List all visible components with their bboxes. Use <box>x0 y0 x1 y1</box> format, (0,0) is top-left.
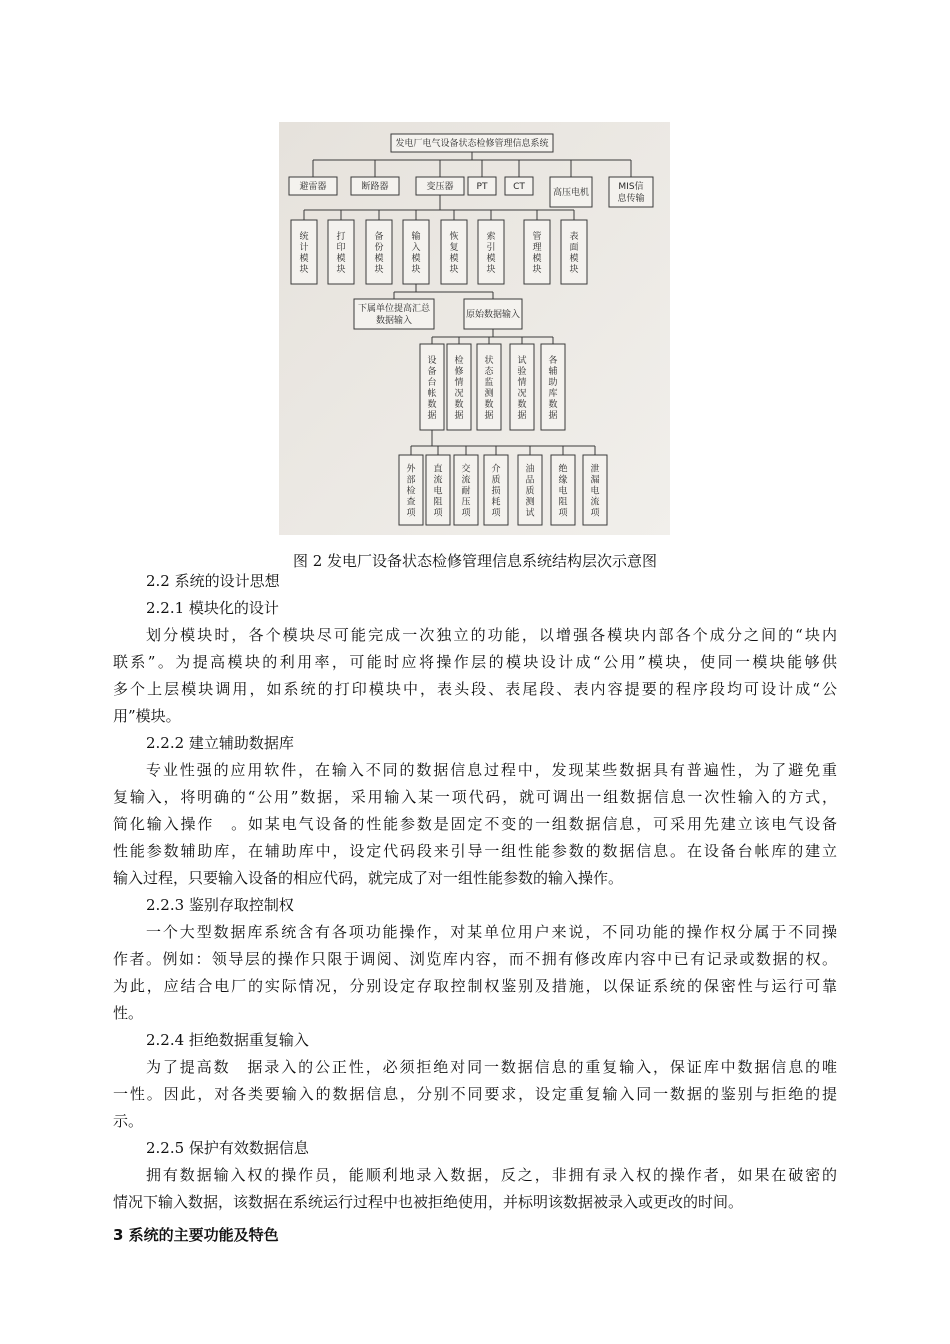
diagram-box-label: 印 <box>336 242 346 253</box>
diagram-box-label: 统 <box>299 231 309 242</box>
diagram-box-label: 项 <box>558 508 568 519</box>
diagram-box-label: 台 <box>427 377 437 388</box>
paragraph-line: 多个上层模块调用，如系统的打印模块中，表头段、表尾段、表内容提要的程序段均可设计成“公 <box>113 680 837 698</box>
diagram-box-label: 模 <box>532 253 542 264</box>
diagram-box-label: 块 <box>374 264 384 275</box>
diagram-box-label: 数据输入 <box>375 316 413 326</box>
heading-2-2-1: 2.2.1 模块化的设计 <box>146 599 279 617</box>
paragraph-line: 示。 <box>113 1112 144 1130</box>
diagram-box-label: 助 <box>548 377 558 388</box>
heading-2-2-4: 2.2.4 拒绝数据重复输入 <box>146 1031 309 1049</box>
diagram-box-label: 耗 <box>491 497 501 508</box>
diagram-box-label: 份 <box>374 242 384 253</box>
diagram-box-label: 据 <box>484 410 494 421</box>
diagram-box-label: 交 <box>461 464 471 475</box>
diagram-box-label: 据 <box>548 410 558 421</box>
heading-2-2-3: 2.2.3 鉴别存取控制权 <box>146 896 294 914</box>
paragraph-line: 联系”。为提高模块的利用率，可能时应将操作层的模块设计成“公用”模块，使同一模块能够供 <box>113 653 837 671</box>
paragraph-modular-design <box>113 622 837 730</box>
diagram-box-label: 面 <box>569 242 579 253</box>
diagram-box-label: 质 <box>491 475 501 486</box>
diagram-level1-box <box>289 177 337 195</box>
paragraph-line: 性能参数辅助库，在辅助库中，设定代码段来引导一组性能参数的数据信息。在设备台帐库的建立 <box>113 842 837 860</box>
diagram-box-label: 电 <box>558 486 568 497</box>
diagram-box-label: 阻 <box>558 497 568 508</box>
diagram-box-label: 据 <box>517 410 527 421</box>
diagram-box-label: 数 <box>427 399 437 410</box>
diagram-box-label: 项 <box>433 508 443 519</box>
diagram-box-label: 块 <box>532 264 542 275</box>
diagram-box-label: 入 <box>411 242 421 253</box>
diagram-box-label: 理 <box>532 242 542 253</box>
diagram-box-label: 下属单位提高汇总 <box>357 304 431 314</box>
heading-2-2-5: 2.2.5 保护有效数据信息 <box>146 1139 309 1157</box>
paragraph-line: 一性。因此，对各类要输入的数据信息，分别不同要求，设定重复输入同一数据的鉴别与拒绝的提 <box>113 1085 837 1103</box>
diagram-level1-box <box>550 177 592 207</box>
diagram-box-label: 检 <box>406 486 416 497</box>
diagram-box-label: 流 <box>461 475 471 486</box>
diagram-box-label: 项 <box>590 508 600 519</box>
diagram-box-label: 管 <box>532 231 542 242</box>
paragraph-line: 情况下输入数据，该数据在系统运行过程中也被拒绝使用，并标明该数据被录入或更改的时间。 <box>113 1193 744 1211</box>
body-text <box>113 568 837 1249</box>
diagram-level5-box <box>426 455 450 525</box>
diagram-level5-box <box>518 455 542 525</box>
diagram-box-label: 数 <box>548 399 558 410</box>
structure-diagram-figure <box>279 122 670 535</box>
diagram-box-label: 库 <box>548 388 558 399</box>
paragraph-line: 简化输入操作 。如某电气设备的性能参数是固定不变的一组数据信息，可采用先建立该电气设备 <box>113 815 837 833</box>
diagram-box-label: 发电厂电气设备状态检修管理信息系统 <box>395 139 549 149</box>
diagram-box-label: 阻 <box>433 497 443 508</box>
heading-2-2-2: 2.2.2 建立辅助数据库 <box>146 734 294 752</box>
diagram-box-label: 辅 <box>548 366 558 377</box>
diagram-box-label: 模 <box>449 253 459 264</box>
diagram-box-label: 泄 <box>590 464 600 475</box>
diagram-box-label: 息传输 <box>617 194 645 204</box>
diagram-box-label: 检 <box>454 355 464 366</box>
diagram-level1-box <box>468 177 496 195</box>
heading-2-2: 2.2 系统的设计思想 <box>146 572 280 590</box>
diagram-box-label: 况 <box>454 388 464 399</box>
diagram-box-label: 打 <box>336 231 346 242</box>
diagram-box-label: 备 <box>427 366 437 377</box>
heading-section-3: 3 系统的主要功能及特色 <box>113 1226 279 1244</box>
diagram-box-label: 块 <box>336 264 346 275</box>
diagram-box-label: 修 <box>454 366 464 377</box>
paragraph-line: 为此，应结合电厂的实际情况，分别设定存取控制权鉴别及措施，以保证系统的保密性与运行可靠 <box>113 977 837 995</box>
diagram-box-label: 索 <box>486 231 496 242</box>
diagram-box-label: 项 <box>491 508 501 519</box>
diagram-box-label: 块 <box>486 264 496 275</box>
diagram-box-label: 避雷器 <box>299 182 327 192</box>
diagram-box-label: CT <box>513 182 525 192</box>
diagram-level2-box <box>403 220 429 284</box>
diagram-box-label: 原始数据输入 <box>465 310 521 320</box>
diagram-box-label: 块 <box>449 264 459 275</box>
diagram-level4-box <box>477 344 501 430</box>
diagram-level3-box <box>464 299 522 329</box>
paragraph-reject-duplicates <box>113 1054 837 1135</box>
diagram-box-label: 复 <box>449 242 459 253</box>
diagram-box-label: 电 <box>590 486 600 497</box>
diagram-level5-box <box>399 455 423 525</box>
diagram-level4-box <box>420 344 444 430</box>
diagram-box-label: 试 <box>517 355 527 366</box>
figure-caption: 图 2 发电厂设备状态检修管理信息系统结构层次示意图 <box>292 552 658 570</box>
diagram-level4-box <box>510 344 534 430</box>
diagram-level2-box <box>328 220 354 284</box>
diagram-level5-box <box>484 455 508 525</box>
diagram-box-label: 试 <box>525 508 535 519</box>
diagram-box-label: 监 <box>484 377 494 388</box>
diagram-box-label: 外 <box>406 464 416 475</box>
diagram-box-label: PT <box>476 182 488 192</box>
diagram-box-label: 部 <box>406 475 416 486</box>
diagram-box-label: 数 <box>454 399 464 410</box>
diagram-level2-box <box>478 220 504 284</box>
diagram-box-label: 情 <box>454 377 464 388</box>
diagram-level2-box <box>366 220 392 284</box>
diagram-box-label: 输 <box>411 231 421 242</box>
diagram-box-label: 情 <box>517 377 527 388</box>
diagram-box-label: 块 <box>569 264 579 275</box>
diagram-box-label: 油 <box>525 464 535 475</box>
paragraph-aux-database <box>113 757 837 892</box>
diagram-box-label: 表 <box>569 231 579 242</box>
diagram-root-box <box>391 134 553 152</box>
diagram-level1-box <box>505 177 533 195</box>
diagram-box-label: 模 <box>299 253 309 264</box>
diagram-box-label: 态 <box>484 366 494 377</box>
diagram-level2-box <box>524 220 550 284</box>
diagram-box-label: 损 <box>491 486 501 497</box>
paragraph-line: 输入过程，只要输入设备的相应代码，就完成了对一组性能参数的输入操作。 <box>113 869 624 887</box>
paragraph-protect-data <box>113 1162 837 1216</box>
diagram-box-label: 引 <box>486 242 496 253</box>
diagram-box-label: 况 <box>517 388 527 399</box>
diagram-box-label: 块 <box>411 264 421 275</box>
paragraph-line: 复输入，将明确的“公用”数据，采用输入某一项代码，就可调出一组数据信息一次性输入的方式， <box>113 788 837 806</box>
diagram-box-label: 项 <box>406 508 416 519</box>
diagram-box-label: 设 <box>427 355 437 366</box>
diagram-level4-box <box>541 344 565 430</box>
diagram-box-label: 模 <box>486 253 496 264</box>
diagram-box-label: 流 <box>590 497 600 508</box>
diagram-box-label: 直 <box>433 464 443 475</box>
diagram-level2-box <box>291 220 317 284</box>
diagram-box-label: 恢 <box>449 231 459 242</box>
diagram-box-label: 模 <box>374 253 384 264</box>
diagram-box-label: 质 <box>525 486 535 497</box>
diagram-box-label: 数 <box>517 399 527 410</box>
diagram-box-label: 数 <box>484 399 494 410</box>
diagram-box-label: 缘 <box>558 475 568 486</box>
diagram-level1-box <box>351 177 399 195</box>
diagram-level1-box <box>609 177 653 207</box>
diagram-box-label: 项 <box>461 508 471 519</box>
diagram-level5-box <box>551 455 575 525</box>
paragraph-line: 一个大型数据库系统含有各项功能操作，对某单位用户来说，不同功能的操作权分属于不同操 <box>146 923 837 941</box>
diagram-box-label: 测 <box>525 497 535 508</box>
diagram-level5-box <box>583 455 607 525</box>
diagram-level2-box <box>441 220 467 284</box>
diagram-box-label: 品 <box>525 475 535 486</box>
diagram-box-label: 电 <box>433 486 443 497</box>
diagram-box-label: 模 <box>336 253 346 264</box>
diagram-level5-box <box>454 455 478 525</box>
diagram-box-label: 模 <box>569 253 579 264</box>
diagram-box-label: 备 <box>374 231 384 242</box>
diagram-box-label: 高压电机 <box>552 188 590 198</box>
diagram-box-label: 漏 <box>590 475 600 486</box>
paragraph-line: 专业性强的应用软件，在输入不同的数据信息过程中，发现某些数据具有普遍性，为了避免重 <box>146 761 837 779</box>
diagram-box-label: 绝 <box>558 464 568 475</box>
diagram-box-label: 状 <box>484 355 494 366</box>
diagram-box-label: 计 <box>299 242 309 253</box>
diagram-box-label: 据 <box>427 410 437 421</box>
diagram-box-label: 测 <box>484 388 494 399</box>
diagram-level1-box <box>416 177 464 195</box>
paragraph-line: 拥有数据输入权的操作员，能顺利地录入数据，反之，非拥有录入权的操作者，如果在破密的 <box>146 1166 837 1184</box>
diagram-box-label: 帐 <box>427 388 437 399</box>
structure-diagram <box>279 122 670 535</box>
paragraph-line: 用”模块。 <box>113 707 181 725</box>
diagram-level2-box <box>561 220 587 284</box>
diagram-level4-box <box>447 344 471 430</box>
diagram-box-label: 查 <box>406 497 416 508</box>
diagram-box-label: 压 <box>461 497 471 508</box>
diagram-box-label: 验 <box>517 366 527 377</box>
paragraph-access-control <box>113 919 837 1027</box>
paragraph-line: 划分模块时，各个模块尽可能完成一次独立的功能，以增强各模块内部各个成分之间的“块内 <box>146 626 837 644</box>
diagram-box-label: MIS信 <box>618 182 644 192</box>
diagram-box-label: 块 <box>299 264 309 275</box>
diagram-box-label: 变压器 <box>426 182 454 192</box>
diagram-box-label: 模 <box>411 253 421 264</box>
diagram-box-label: 各 <box>548 355 558 366</box>
paragraph-line: 作者。例如：领导层的操作只限于调阅、浏览库内容，而不拥有修改库内容中已有记录或数据的权。 <box>113 950 837 968</box>
diagram-box-label: 介 <box>491 464 501 475</box>
diagram-level3-box <box>354 299 434 329</box>
paragraph-line: 为了提高数 据录入的公正性，必须拒绝对同一数据信息的重复输入，保证库中数据信息的唯 <box>146 1058 837 1076</box>
diagram-box-label: 断路器 <box>361 182 389 192</box>
paragraph-line: 性。 <box>113 1004 144 1022</box>
diagram-box-label: 流 <box>433 475 443 486</box>
diagram-box-label: 据 <box>454 410 464 421</box>
diagram-box-label: 耐 <box>461 486 471 497</box>
